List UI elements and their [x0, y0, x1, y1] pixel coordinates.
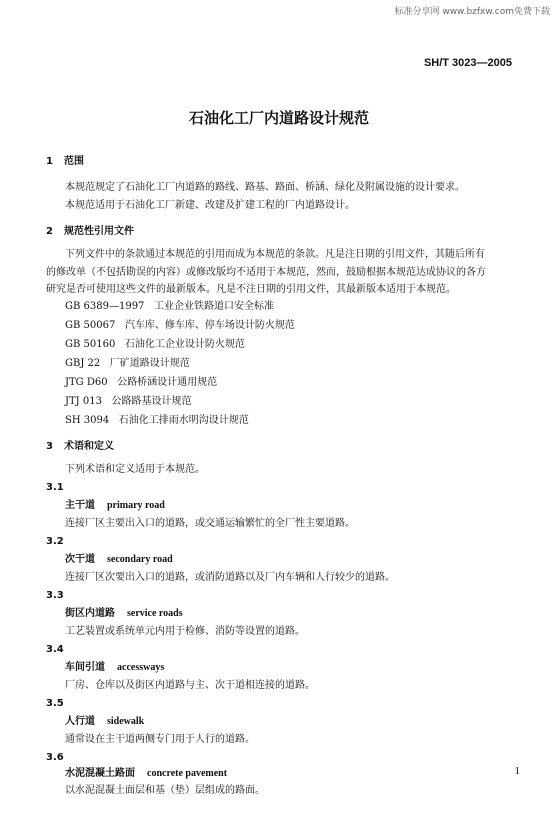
reference-item: [65, 376, 217, 390]
reference-code: SH 3094: [65, 415, 110, 426]
term-chinese: 次干道: [65, 554, 95, 565]
term-heading: [65, 715, 144, 729]
reference-item: [65, 338, 245, 352]
section-number: 2: [46, 226, 53, 237]
term-number: 3.1: [46, 482, 64, 493]
term-chinese: 街区内道路: [65, 608, 115, 619]
reference-name: 公路桥涵设计通用规范: [117, 377, 218, 388]
term-number: 3.3: [46, 590, 64, 601]
term-number: 3.6: [46, 752, 64, 763]
term-number: 3.4: [46, 644, 64, 655]
term-definition: 厂房、仓库以及街区内道路与主、次干道相连接的道路。: [65, 680, 315, 691]
term-heading: [65, 767, 227, 781]
term-heading: [65, 499, 165, 513]
section-2-heading: [46, 225, 134, 239]
paragraph-line: 下列文件中的条款通过本规范的引用而成为本规范的条款。凡是注日期的引用文件，其随后所有: [65, 249, 485, 260]
term-definition: 通常设在主干道两侧专门用于人行的道路。: [65, 734, 255, 745]
reference-code: GB 6389—1997: [65, 301, 145, 312]
reference-code: GBJ 22: [65, 358, 101, 369]
reference-name: 石油化工排雨水明沟设计规范: [118, 415, 249, 426]
reference-name: 公路路基设计规范: [111, 396, 192, 407]
reference-item: [65, 414, 249, 428]
section-1-heading: [46, 155, 84, 169]
term-definition: 连接厂区主要出入口的道路，或交通运输繁忙的全厂性主要道路。: [65, 518, 355, 529]
term-chinese: 车间引道: [65, 662, 105, 673]
term-heading: [65, 553, 173, 567]
term-heading: [65, 661, 164, 675]
section-title: 范围: [64, 156, 84, 167]
term-number: 3.5: [46, 698, 64, 709]
reference-name: 厂矿道路设计规范: [109, 358, 190, 369]
term-english: service roads: [127, 608, 183, 619]
reference-code: GB 50160: [65, 339, 116, 350]
term-chinese: 人行道: [65, 716, 95, 727]
reference-item: [65, 300, 274, 314]
term-definition: 工艺装置或系统单元内用于检修、消防等设置的道路。: [65, 626, 305, 637]
term-heading: [65, 607, 183, 621]
reference-item: [65, 395, 192, 409]
section-3-heading: [46, 440, 114, 454]
section-title: 规范性引用文件: [64, 226, 134, 237]
section-number: 3: [46, 441, 53, 452]
reference-item: [65, 319, 295, 333]
term-english: sidewalk: [107, 716, 145, 727]
term-english: primary road: [107, 500, 165, 511]
standard-code: SH/T 3023—2005: [423, 57, 512, 69]
section-title: 术语和定义: [64, 441, 114, 452]
reference-name: 石油化工企业设计防火规范: [124, 339, 245, 350]
paragraph: 本规范规定了石油化工厂内道路的路线、路基、路面、桥涵、绿化及附属设施的设计要求。: [65, 182, 465, 193]
paragraph-line: 研究是否可使用这些文件的最新版本。凡是不注日期的引用文件，其最新版本适用于本规范。: [46, 284, 456, 295]
term-number: 3.2: [46, 536, 64, 547]
section-number: 1: [46, 156, 53, 167]
term-english: accessways: [117, 662, 165, 673]
term-definition: 连接厂区次要出入口的道路，或消防道路以及厂内车辆和人行较少的道路。: [65, 572, 395, 583]
paragraph: 本规范适用于石油化工厂新建、改建及扩建工程的厂内道路设计。: [65, 200, 355, 211]
term-chinese: 主干道: [65, 500, 95, 511]
watermark-text: 标准分享网 www.bzfxw.com免费下载: [394, 7, 550, 17]
paragraph: 下列术语和定义适用于本规范。: [65, 464, 205, 475]
document-title: 石油化工厂内道路设计规范: [188, 109, 369, 127]
page-number: 1: [514, 765, 520, 777]
reference-name: 工业企业铁路道口安全标准: [153, 301, 274, 312]
reference-code: GB 50067: [65, 320, 116, 331]
term-chinese: 水泥混凝土路面: [65, 768, 135, 779]
reference-item: [65, 357, 190, 371]
term-english: secondary road: [107, 554, 173, 565]
paragraph-line: 的修改单（不包括勘误的内容）或修改版均不适用于本规范，然而，鼓励根据本规范达成协议的各方: [46, 267, 486, 278]
reference-code: JTJ 013: [65, 396, 102, 407]
reference-name: 汽车库、修车库、停车场设计防火规范: [124, 320, 295, 331]
term-definition: 以水泥混凝土面层和基（垫）层组成的路面。: [65, 785, 265, 796]
reference-code: JTG D60: [65, 377, 108, 388]
term-english: concrete pavement: [147, 768, 228, 779]
